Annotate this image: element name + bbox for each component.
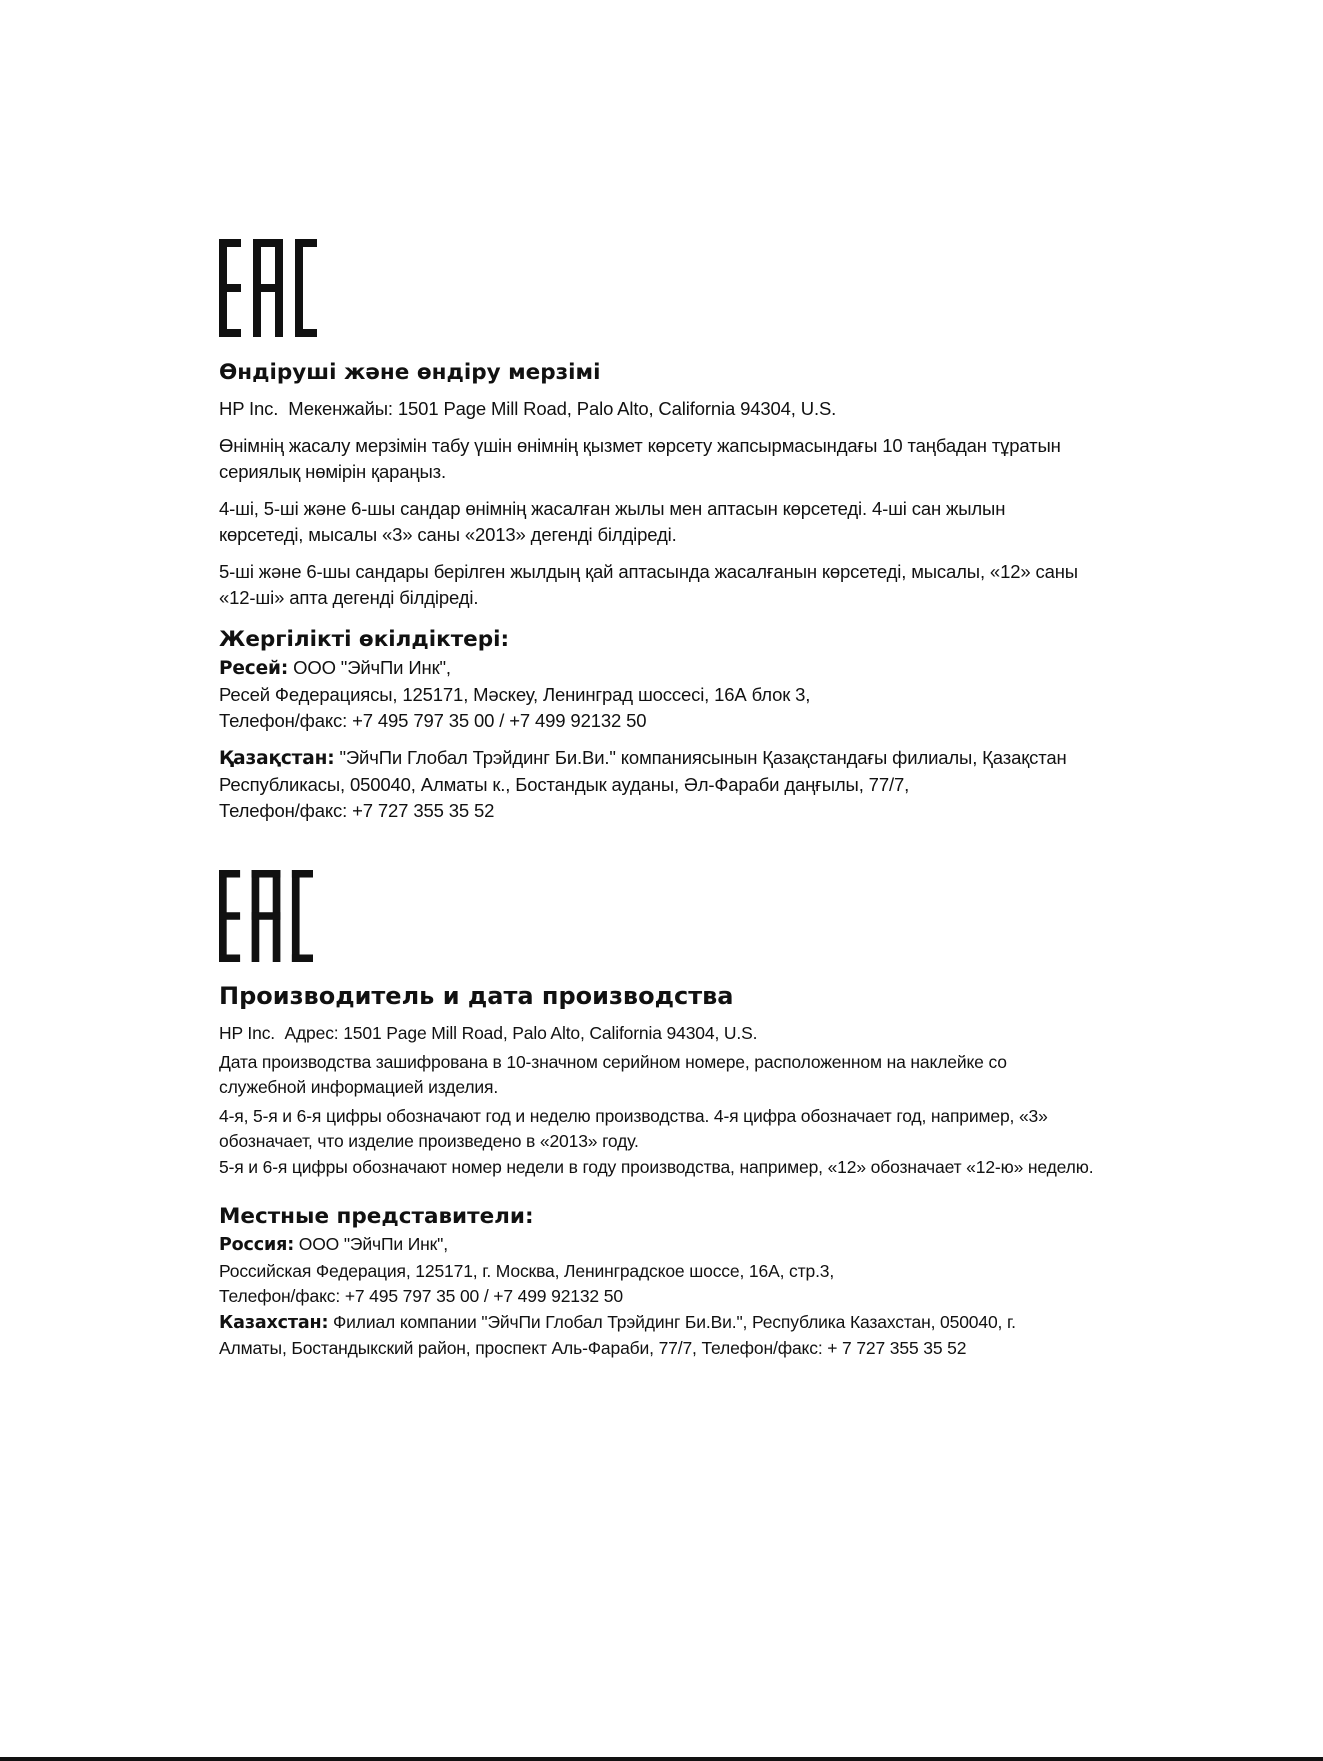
kazakh-paragraph-1 [219, 433, 1219, 485]
russian-heading: Производитель и дата производства [219, 982, 734, 1010]
bottom-border [0, 1757, 1323, 1761]
text-line: Ресей Федерациясы, 125171, Мәскеу, Ленинград шоссесі, 16А блок 3, [219, 684, 811, 705]
text-line: Телефон/факс: +7 495 797 35 00 / +7 499 92132 50 [219, 1286, 623, 1306]
eac-logo [219, 239, 319, 337]
text-line: сериялық нөмірін қараңыз. [219, 461, 446, 482]
russian-paragraph-1 [219, 1050, 1219, 1101]
kazakh-reps-heading: Жергілікті өкілдіктері: [219, 627, 510, 652]
text-line: ООО "ЭйчПи Инк", [294, 1234, 448, 1254]
rep-country-label: Ресей: [219, 658, 289, 679]
russian-section [219, 982, 1219, 1362]
text-line: служебной информацией изделия. [219, 1077, 499, 1097]
text-line: ООО "ЭйчПи Инк", [288, 657, 451, 678]
text-line: Телефон/факс: +7 727 355 35 52 [219, 800, 495, 821]
russian-reps-heading: Местные представители: [219, 1204, 534, 1229]
kazakh-kazakhstan-rep [219, 745, 1219, 824]
eac-mark-icon [219, 870, 313, 962]
text-line: Дата производства зашифрована в 10-значном серийном номере, расположенном на наклейке со [219, 1051, 1007, 1072]
eac-mark-icon [219, 239, 317, 337]
text-line: 4-ші, 5-ші және 6-шы сандар өнімнің жасалған жылы мен аптасын көрсетеді. 4-ші сан жылын [219, 498, 1006, 519]
text-line: «12-ші» апта дегенді білдіреді. [219, 587, 479, 608]
text-line: Телефон/факс: +7 495 797 35 00 / +7 499 92132 50 [219, 710, 647, 731]
manufacturer-name: HP Inc. [219, 1023, 276, 1043]
text-line: Филиал компании "ЭйчПи Глобал Трэйдинг Би.Ви.", Республика Казахстан, 050040, г. [328, 1311, 1016, 1332]
text-line: Республикасы, 050040, Алматы к., Бостандык ауданы, Әл-Фараби даңғылы, 77/7, [219, 774, 910, 795]
manufacturer-address: Мекенжайы: 1501 Page Mill Road, Palo Alto, California 94304, U.S. [288, 398, 837, 419]
text-line: Өнімнің жасалу мерзімін табу үшін өнімнің қызмет көрсету жапсырмасындағы 10 таңбадан тұратын [219, 435, 1061, 456]
kazakh-russia-rep [219, 655, 1219, 734]
text-line: Алматы, Бостандыкский район, проспект Аль-Фараби, 77/7, Телефон/факс: + 7 727 355 35 52 [219, 1338, 967, 1358]
russian-kazakhstan-rep [219, 1310, 1219, 1362]
russian-russia-rep [219, 1232, 1219, 1310]
kazakh-heading: Өндіруші және өндіру мерзімі [219, 360, 601, 385]
eac-logo [219, 870, 319, 962]
text-line: "ЭйчПи Глобал Трэйдинг Би.Ви." компаниясынын Қазақстандағы филиалы, Қазақстан [334, 747, 1067, 768]
manufacturer-name: HP Inc. [219, 398, 279, 419]
rep-country-label: Россия: [219, 1235, 295, 1255]
text-line: 4-я, 5-я и 6-я цифры обозначают год и неделю производства. 4-я цифра обозначает год, например, «3» [219, 1105, 1048, 1126]
kazakh-paragraph-3 [219, 559, 1219, 611]
text-line: көрсетеді, мысалы «3» саны «2013» дегенді білдіреді. [219, 524, 677, 545]
russian-manufacturer-line [219, 1021, 1219, 1047]
text-line: обозначает, что изделие произведено в «2013» году. [219, 1131, 639, 1151]
kazakh-manufacturer-line [219, 396, 1219, 422]
text-line: 5-ші және 6-шы сандары берілген жылдың қай аптасында жасалғанын көрсетеді, мысалы, «12» саны [219, 561, 1078, 582]
manufacturer-address: Адрес: 1501 Page Mill Road, Palo Alto, California 94304, U.S. [284, 1023, 758, 1043]
russian-paragraph-2 [219, 1104, 1219, 1155]
kazakh-paragraph-2 [219, 496, 1219, 548]
rep-country-label: Казахстан: [219, 1312, 329, 1333]
text-line: Российская Федерация, 125171, г. Москва, Ленинградское шоссе, 16А, стр.3, [219, 1260, 835, 1281]
rep-country-label: Қазақстан: [219, 748, 335, 769]
kazakh-section [219, 360, 1219, 824]
russian-paragraph-3: 5-я и 6-я цифры обозначают номер недели в году производства, например, «12» обозначает «12-ю» неделю. [219, 1156, 1094, 1177]
